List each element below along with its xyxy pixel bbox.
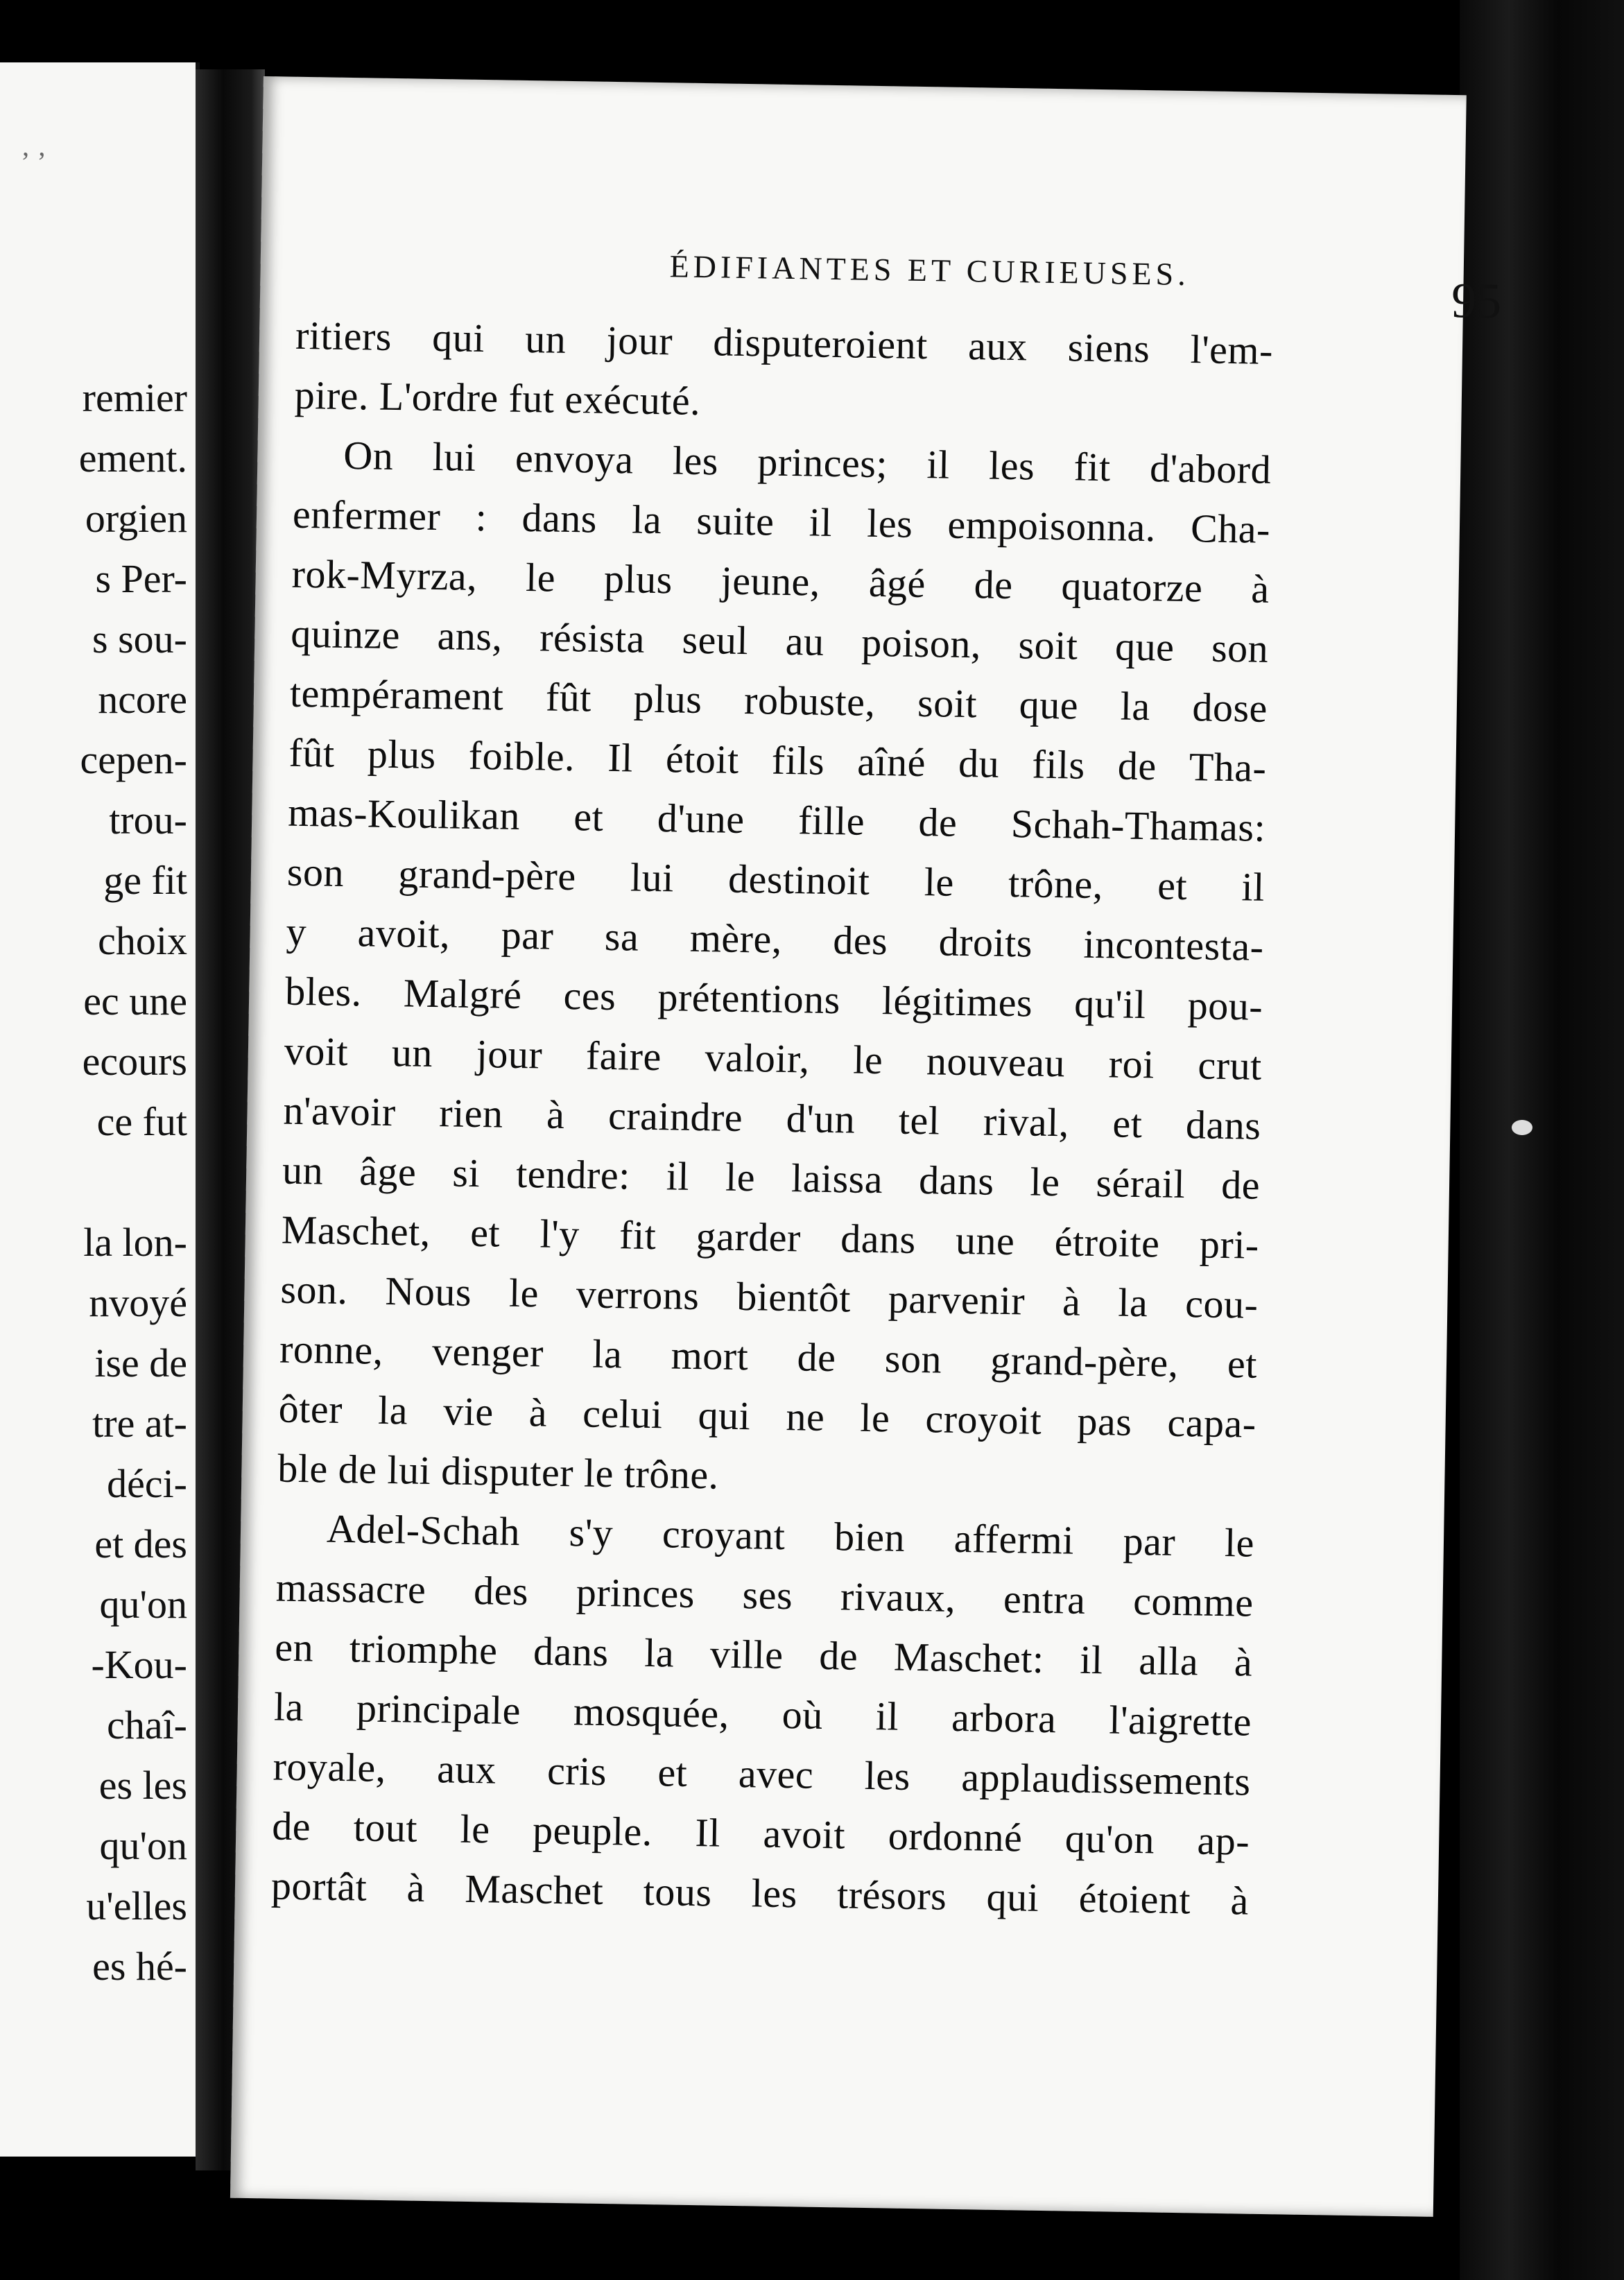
word: fils [771, 737, 825, 784]
word: de [918, 799, 958, 845]
word: empoisonna. [947, 501, 1157, 551]
word: rival, [983, 1098, 1070, 1146]
word: aux [436, 1746, 497, 1793]
word: le [1224, 1520, 1255, 1566]
left-page-line: ncore [98, 677, 187, 722]
left-page-line: s sou- [92, 616, 187, 662]
word: applaudissements [960, 1754, 1252, 1804]
word: à [528, 1390, 548, 1435]
left-page-line: ement. [78, 435, 187, 481]
left-page-line: tre at- [92, 1401, 187, 1446]
word: s'y [569, 1510, 614, 1556]
word: roi [1108, 1041, 1155, 1087]
word: princes [576, 1569, 696, 1617]
word: jour [476, 1030, 543, 1078]
word: dans [840, 1216, 917, 1262]
word: au [785, 618, 825, 664]
word: envoya [515, 435, 634, 483]
word: rok-Myrza, [291, 551, 478, 599]
word: des [832, 917, 888, 964]
word: verrons [576, 1271, 700, 1319]
running-head: ÉDIFIANTES ET CURIEUSES. [669, 248, 1191, 293]
word: il [875, 1693, 899, 1739]
word: croyant [662, 1511, 786, 1559]
word: Nous [385, 1268, 472, 1315]
word: la [591, 1331, 623, 1377]
word: destinoit [727, 856, 870, 904]
left-page-line: nvoyé [89, 1280, 187, 1325]
left-page-line: et des [94, 1521, 187, 1566]
word: de [271, 1803, 311, 1849]
word: les [751, 1870, 798, 1917]
book-page [230, 76, 1502, 2217]
word: ses [742, 1572, 793, 1618]
word: le [1030, 1159, 1060, 1205]
word: trône, [1008, 861, 1104, 908]
word: n'avoir [283, 1087, 397, 1135]
word: bientôt [736, 1273, 852, 1321]
word: grand-père [397, 851, 577, 899]
word: le [924, 859, 955, 905]
word: de [1220, 1161, 1261, 1208]
word: et [657, 1750, 688, 1795]
word: qui [986, 1874, 1039, 1920]
word: son [884, 1336, 942, 1382]
word: ces [563, 972, 616, 1019]
word: Maschet: [893, 1634, 1045, 1682]
word: ritiers [295, 312, 392, 359]
word: il [666, 1153, 690, 1199]
word: peuple. [532, 1807, 653, 1855]
word: capa- [1167, 1399, 1257, 1446]
word: fils [1031, 741, 1086, 788]
word: affermi [953, 1515, 1075, 1563]
word: princes; [757, 439, 888, 487]
word: comme [1132, 1578, 1254, 1625]
word: Adel-Schah [326, 1505, 521, 1555]
word: craindre [607, 1092, 743, 1141]
word: rien [438, 1090, 504, 1137]
word: étroite [1054, 1219, 1160, 1266]
word: à [406, 1865, 426, 1910]
left-page-line [0, 1152, 187, 1212]
word: Il [607, 734, 634, 781]
word: et [1112, 1100, 1143, 1147]
word: une [955, 1217, 1015, 1264]
word: quatorze [1061, 563, 1203, 611]
word: soit [1018, 622, 1078, 668]
word: mère, [689, 915, 783, 962]
right-page-edge [1460, 0, 1624, 2280]
word: bien [833, 1514, 906, 1560]
word: pou- [1187, 983, 1263, 1029]
word: ville [709, 1631, 784, 1678]
word: crut [1198, 1042, 1263, 1089]
word: dans [521, 494, 598, 542]
left-page-line: ise de [94, 1340, 187, 1385]
word: pas [1077, 1398, 1132, 1444]
word: la [643, 1630, 675, 1676]
page-number: 95 [1451, 272, 1502, 329]
word: disputeroient [712, 319, 928, 368]
word: sérail [1096, 1160, 1186, 1207]
word: suite [696, 497, 775, 544]
word: dans [918, 1157, 994, 1204]
word: que [1114, 623, 1175, 670]
word: soit [917, 680, 978, 727]
word: droits [938, 919, 1033, 966]
word: et [573, 794, 604, 840]
word: Maschet [464, 1865, 604, 1914]
word: que [1019, 682, 1079, 728]
word: du [958, 740, 1000, 786]
word: âgé [868, 560, 926, 607]
word: âge [359, 1148, 417, 1195]
left-page-line: déci- [107, 1461, 187, 1506]
word: trésors [836, 1872, 947, 1919]
word: enfermer [292, 491, 441, 539]
left-page-line: ce fut [96, 1099, 187, 1144]
word: Il [694, 1810, 721, 1856]
word: Tha- [1189, 744, 1267, 791]
left-page-line: qu'on [99, 1582, 187, 1627]
word: la [1120, 683, 1151, 729]
word: Maschet, [281, 1207, 431, 1254]
word: le [852, 1037, 883, 1083]
left-page-line: chaî- [107, 1702, 187, 1747]
word: parvenir [888, 1276, 1026, 1324]
word: quinze [290, 610, 401, 658]
word: la [1117, 1279, 1148, 1326]
word: fit [1073, 444, 1112, 490]
word: incontesta- [1082, 921, 1264, 969]
word: en [274, 1624, 314, 1670]
word: avoit [763, 1811, 846, 1858]
word: ronne, [279, 1326, 384, 1373]
word: l'y [539, 1211, 580, 1257]
word: d'un [786, 1096, 856, 1142]
word: tout [353, 1804, 418, 1851]
word: il [926, 442, 951, 487]
word: d'abord [1149, 445, 1272, 492]
word: rivaux, [840, 1573, 956, 1621]
word: croyoit [925, 1396, 1042, 1443]
word: de [818, 1632, 858, 1679]
left-facing-page [0, 62, 200, 2157]
word: sa [604, 913, 639, 960]
word: fût [545, 674, 592, 720]
word: dans [1185, 1102, 1261, 1148]
word: poison, [861, 619, 982, 667]
word: foible. [468, 732, 576, 780]
word: et [1227, 1341, 1258, 1387]
word: ap- [1197, 1817, 1250, 1864]
word: la [377, 1387, 408, 1433]
word: portât [270, 1863, 368, 1910]
word: laissa [791, 1155, 883, 1202]
word: voit [284, 1028, 349, 1075]
word: nouveau [926, 1038, 1066, 1086]
word: dose [1191, 684, 1268, 731]
word: de [797, 1334, 836, 1381]
word: plus [633, 675, 702, 723]
word: de [1117, 743, 1157, 789]
word: qu'on [1064, 1815, 1155, 1863]
word: de [974, 562, 1014, 608]
left-page-line: ec une [83, 978, 187, 1024]
word: tous [643, 1868, 712, 1915]
word: mas-Koulikan [287, 789, 521, 838]
word: avoit, [357, 910, 451, 957]
text-line: ble de lui disputer le trône. [277, 1445, 720, 1498]
word: fille [797, 797, 865, 844]
word: plus [603, 555, 673, 603]
word: qui [431, 314, 485, 361]
left-page-line: trou- [109, 797, 187, 843]
word: mosquée, [573, 1689, 730, 1736]
word: robuste, [743, 677, 876, 725]
text-line: pire. L'ordre fut exécuté. [294, 372, 701, 424]
word: les [672, 438, 719, 484]
left-page-line: choix [98, 918, 187, 963]
word: il [809, 499, 833, 545]
word: : [475, 494, 487, 540]
word: et [469, 1209, 501, 1256]
dust-speck [1512, 1120, 1532, 1135]
word: le [725, 1154, 756, 1200]
word: bles. [284, 968, 363, 1015]
word: triomphe [349, 1625, 498, 1673]
word: le [859, 1394, 890, 1441]
word: jour [606, 317, 673, 364]
word: cou- [1184, 1281, 1259, 1327]
word: fit [619, 1212, 657, 1259]
word: cris [546, 1747, 607, 1795]
word: l'aigrette [1108, 1697, 1252, 1745]
word: ans, [437, 613, 503, 659]
left-page-line: u'elles [86, 1883, 187, 1928]
word: des [473, 1568, 529, 1614]
word: avec [738, 1751, 814, 1797]
word: légitimes [881, 978, 1033, 1026]
word: ordonné [888, 1813, 1023, 1860]
word: siens [1067, 325, 1150, 372]
word: tel [898, 1097, 940, 1143]
word: les [988, 442, 1035, 489]
word: son. [280, 1266, 349, 1313]
word: un [282, 1147, 324, 1193]
word: il [1079, 1636, 1104, 1683]
word: la [631, 496, 662, 543]
left-page-line: ge fit [103, 858, 187, 903]
word: à [1062, 1279, 1081, 1324]
word: On [343, 432, 394, 479]
word: à [1229, 1878, 1250, 1924]
left-page-line: qu'on [99, 1823, 187, 1868]
word: le [460, 1806, 491, 1852]
word: massacre [275, 1564, 426, 1612]
word: son [286, 849, 345, 895]
word: principale [356, 1685, 521, 1734]
left-page-line: orgien [85, 496, 187, 541]
word: royale, [273, 1743, 387, 1791]
word: valoir, [705, 1035, 811, 1082]
word: celui [582, 1390, 664, 1437]
word: tendre: [515, 1150, 631, 1198]
word: jeune, [720, 558, 821, 605]
word: entra [1003, 1576, 1086, 1623]
word: arbora [951, 1694, 1057, 1742]
word: aux [967, 323, 1028, 370]
word: son [1211, 625, 1269, 671]
left-page-line: la lon- [83, 1220, 187, 1265]
word: grand-père, [990, 1337, 1180, 1385]
word: y [286, 908, 307, 955]
word: la [273, 1684, 304, 1730]
word: un [524, 316, 567, 362]
word: les [864, 1752, 911, 1799]
word: par [501, 912, 554, 958]
word: pri- [1199, 1221, 1260, 1268]
word: un [391, 1030, 433, 1076]
word: si [451, 1150, 481, 1196]
word: à [546, 1091, 565, 1138]
left-page-line: es les [98, 1763, 187, 1808]
word: par [1123, 1518, 1176, 1564]
word: à [1250, 566, 1270, 612]
word: tempérament [289, 670, 504, 719]
word: aîné [856, 739, 926, 786]
word: lui [432, 433, 477, 480]
left-page-line: -Kou- [91, 1642, 187, 1687]
word: et [1157, 863, 1188, 909]
left-page-line: remier [82, 375, 187, 420]
left-page-line: cepen- [80, 737, 187, 782]
word: plus [367, 731, 437, 778]
word: étoit [665, 736, 740, 782]
word: alla [1138, 1638, 1199, 1684]
word: dans [533, 1628, 610, 1675]
body-text [270, 306, 1273, 1931]
word: d'une [657, 795, 745, 843]
word: prétentions [657, 974, 841, 1023]
word: l'em- [1190, 327, 1274, 373]
word: Malgré [403, 970, 522, 1018]
word: à [1234, 1639, 1253, 1685]
word: où [781, 1692, 824, 1738]
word: seul [682, 616, 749, 664]
word: lui [630, 854, 675, 901]
word: fût [288, 729, 336, 776]
word: les [866, 500, 913, 546]
word: qu'il [1073, 981, 1147, 1028]
word: mort [671, 1332, 749, 1379]
left-page-line: s Per- [95, 556, 187, 601]
word: Cha- [1190, 506, 1271, 552]
word: le [508, 1270, 539, 1316]
word: ne [786, 1394, 825, 1440]
left-page-text [0, 368, 187, 1996]
word: ôter [278, 1385, 343, 1433]
word: il [1241, 864, 1265, 910]
word: qui [698, 1392, 751, 1439]
left-page-smudge: ʼ ʼ [21, 146, 46, 178]
word: faire [585, 1033, 662, 1080]
word: venger [431, 1329, 544, 1376]
word: Schah-Thamas: [1010, 801, 1266, 850]
left-page-line: es hé- [92, 1944, 187, 1989]
left-page-line: ecours [82, 1039, 187, 1084]
word: étoient [1078, 1875, 1191, 1923]
word: résista [539, 614, 646, 662]
word: garder [696, 1214, 802, 1261]
word: vie [442, 1388, 494, 1435]
word: le [525, 555, 556, 601]
